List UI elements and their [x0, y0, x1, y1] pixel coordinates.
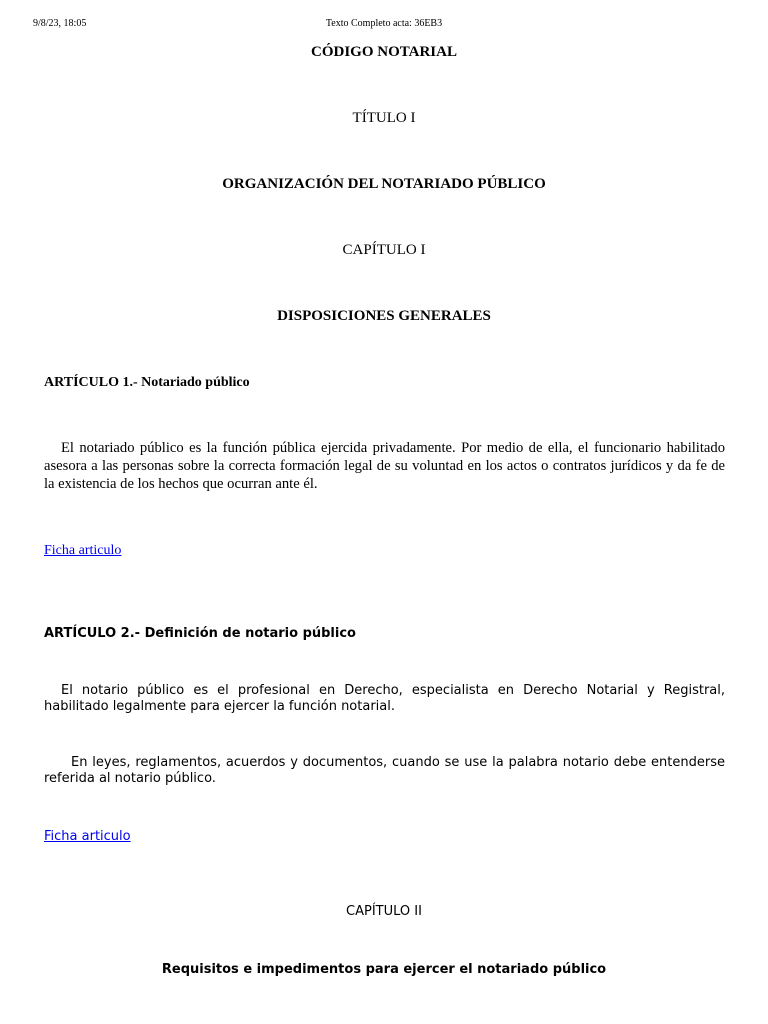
titulo-name: ORGANIZACIÓN DEL NOTARIADO PÚBLICO [222, 176, 546, 192]
capitulo-2-heading: CAPÍTULO II [346, 904, 422, 919]
articulo-1-heading: ARTÍCULO 1.- Notariado público [44, 375, 250, 390]
articulo-2-text-1: El notario público es el profesional en Derecho, especialista en Derecho Notarial y Registral, habilitado legalmente para ejercer la función notarial. [44, 683, 725, 714]
capitulo-2-name: Requisitos e impedimentos para ejercer el notariado público [161, 962, 607, 977]
articulo-2-ficha-link[interactable]: Ficha articulo [44, 829, 131, 844]
articulo-2-heading: ARTÍCULO 2.- Definición de notario público [44, 626, 356, 641]
articulo-2-text-2: En leyes, reglamentos, acuerdos y documentos, cuando se use la palabra notario debe entenderse referida al notario público. [44, 755, 725, 786]
print-doc-title: Texto Completo acta: 36EB3 [325, 18, 443, 29]
capitulo-1-name: DISPOSICIONES GENERALES [277, 308, 491, 324]
articulo-1-text: El notariado público es la función pública ejercida privadamente. Por medio de ella, el funcionario habilitado asesora a las personas sobre la correcta formación legal de su voluntad en los actos o contratos jurídicos y da fe de la existencia de los hechos que ocurran ante él. [44, 440, 725, 492]
print-date: 9/8/23, 18:05 [33, 18, 87, 29]
code-title: CÓDIGO NOTARIAL [311, 44, 457, 60]
capitulo-1-heading: CAPÍTULO I [342, 242, 426, 258]
titulo-heading: TÍTULO I [352, 110, 416, 126]
articulo-1-ficha-link[interactable]: Ficha articulo [44, 543, 122, 558]
